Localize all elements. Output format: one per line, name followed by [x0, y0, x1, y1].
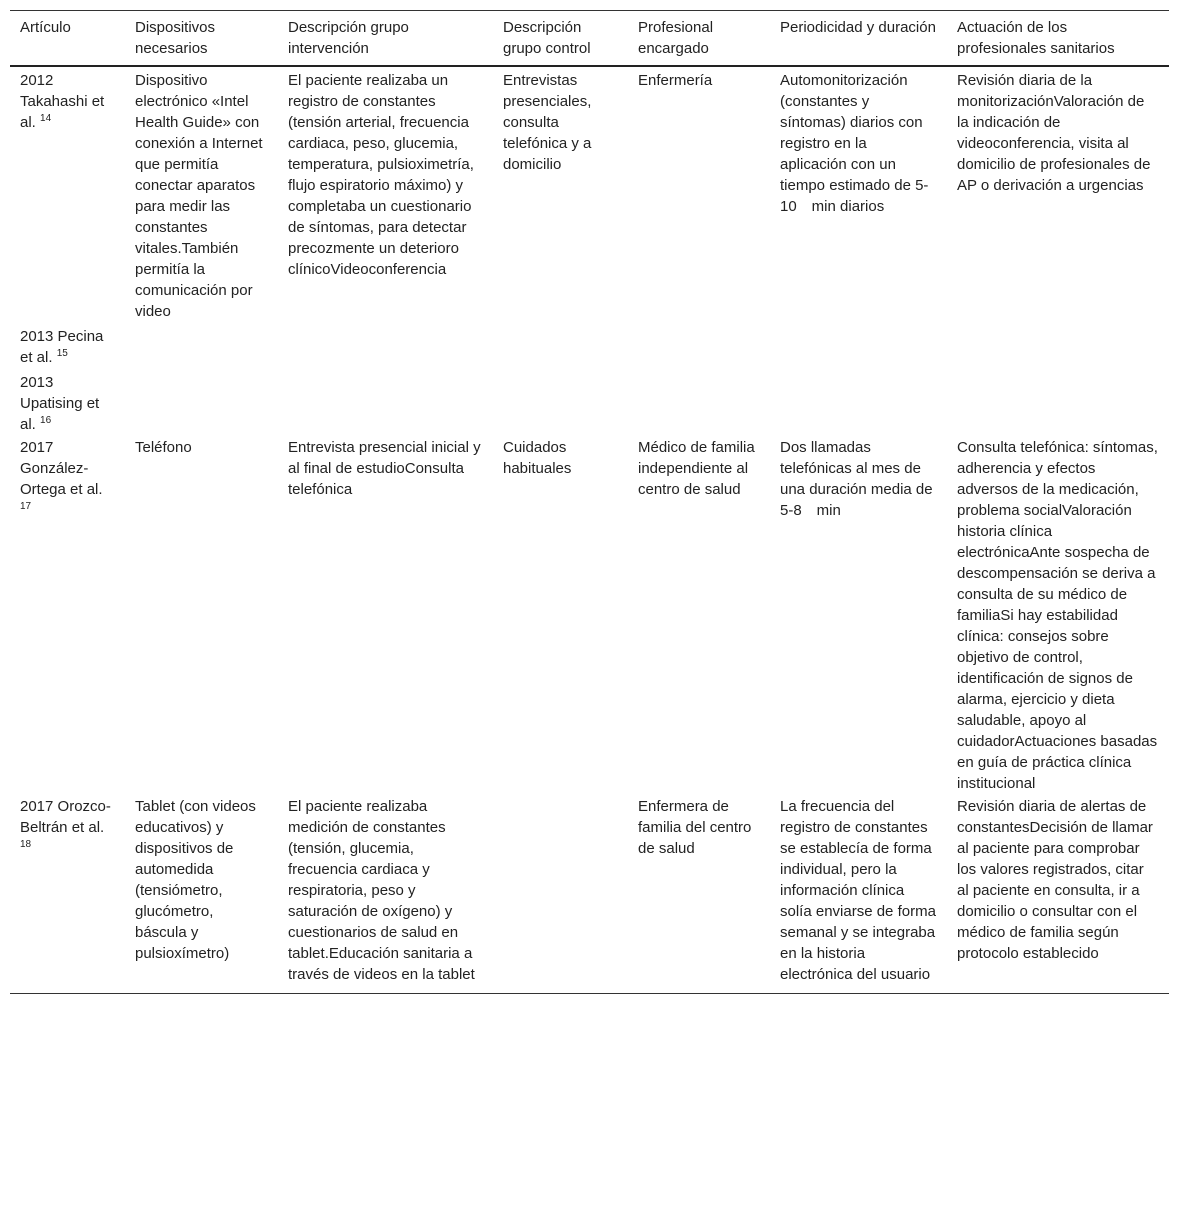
cell-action: [947, 368, 1169, 435]
header-devices: Dispositivos necesarios: [125, 11, 278, 67]
cell-intervention: El paciente realizaba un registro de constantes (tensión arterial, frecuencia cardiaca, peso, glucemia, temperatura, pulsioximetría, flujo espiratorio máximo) y completaba un cuestionario de síntomas, para detectar precozmente un deterioro clínicoVideoconferencia: [288, 72, 474, 278]
cell-control: Entrevistas presenciales, consulta telefónica y a domicilio: [503, 72, 592, 173]
table-row: [10, 435, 1169, 794]
cell-action: Revisión diaria de alertas de constantesDecisión de llamar al paciente para comprobar los valores registrados, citar al paciente en consulta, ir a domicilio o consultar con el médico de familia según protocolo establecido: [947, 794, 1169, 994]
cell-periodicity: La frecuencia del registro de constantes se establecía de forma individual, pero la información clínica solía enviarse de forma semanal y se integraba en la historia electrónica del usuario: [770, 794, 947, 994]
cell-action: Consulta telefónica: síntomas, adherencia y efectos adversos de la medicación, problema socialValoración historia clínica electrónicaAnte sospecha de descompensación se deriva a consulta de su médico de familiaSi hay estabilidad clínica: consejos sobre objetivo de control, identificación de signos de alarma, ejercicio y dieta saludable, apoyo al cuidadorActuaciones basadas en guía de práctica clínica institucional: [957, 439, 1158, 792]
cell-devices: [125, 368, 278, 435]
cell-professional: [628, 322, 770, 368]
cell-professional: [628, 368, 770, 435]
header-professional: Profesional encargado: [628, 11, 770, 67]
table-row: [10, 66, 1169, 322]
cell-professional: Enfermería: [638, 72, 713, 89]
header-row: [10, 11, 1169, 67]
header-action: Actuación de los profesionales sanitarios: [947, 11, 1169, 67]
cell-action: [947, 322, 1169, 368]
header-control: Descripción grupo control: [493, 11, 628, 67]
cell-action: Revisión diaria de la monitorizaciónValoración de la indicación de videoconferencia, visita al domicilio de profesionales de AP o derivación a urgencias: [957, 72, 1151, 194]
cell-periodicity: [770, 368, 947, 435]
cell-periodicity: Dos llamadas telefónicas al mes de una duración media de 5-8 min: [780, 439, 933, 519]
table-row: [10, 368, 1169, 435]
cell-article: 2012 Takahashi et al. $^{14}$: [20, 72, 105, 131]
cell-professional: Médico de familia independiente al centro de salud: [638, 439, 755, 498]
cell-devices: Teléfono: [135, 439, 192, 456]
reference-number: 17: [20, 501, 32, 512]
cell-article: 2017 Orozco-Beltrán et al. $^{18}$: [10, 794, 125, 994]
cell-article: 2017 González-Ortega et al. $^{17}$: [20, 439, 103, 512]
header-article: Artículo: [10, 11, 125, 67]
table-row: [10, 322, 1169, 368]
cell-intervention: Entrevista presencial inicial y al final de estudioConsulta telefónica: [288, 439, 481, 498]
cell-devices: Tablet (con videos educativos) y dispositivos de automedida (tensiómetro, glucómetro, báscula y pulsioxímetro): [125, 794, 278, 994]
cell-control: [493, 322, 628, 368]
cell-control: Cuidados habituales: [503, 439, 572, 477]
cell-periodicity: Automonitorización (constantes y síntomas) diarios con registro en la aplicación con un tiempo estimado de 5-10 min diarios: [780, 72, 929, 215]
studies-table: [10, 10, 1169, 994]
header-periodicity: Periodicidad y duración: [770, 11, 947, 67]
reference-number: 15: [56, 348, 68, 359]
table-container: [10, 10, 1169, 994]
table-row: [10, 794, 1169, 994]
cell-control: [493, 794, 628, 994]
cell-article: 2013 Upatising et al. $^{16}$: [20, 374, 100, 433]
cell-intervention: El paciente realizaba medición de constantes (tensión, glucemia, frecuencia cardiaca y respiratoria, peso y saturación de oxígeno) y cuestionarios de salud en tablet.Educación sanitaria a través de videos en la tablet: [278, 794, 493, 994]
header-intervention: Descripción grupo intervención: [278, 11, 493, 67]
cell-devices: [125, 322, 278, 368]
reference-number: 14: [40, 113, 52, 124]
cell-article: 2013 Pecina et al. $^{15}$: [20, 328, 104, 366]
cell-periodicity: [770, 322, 947, 368]
cell-intervention: [278, 368, 493, 435]
cell-devices: Dispositivo electrónico «Intel Health Guide» con conexión a Internet que permitía conectar aparatos para medir las constantes vitales.También permitía la comunicación por video: [135, 72, 263, 320]
reference-number: 18: [20, 839, 32, 850]
cell-intervention: [278, 322, 493, 368]
cell-control: [493, 368, 628, 435]
cell-professional: Enfermera de familia del centro de salud: [628, 794, 770, 994]
reference-number: 16: [40, 415, 52, 426]
